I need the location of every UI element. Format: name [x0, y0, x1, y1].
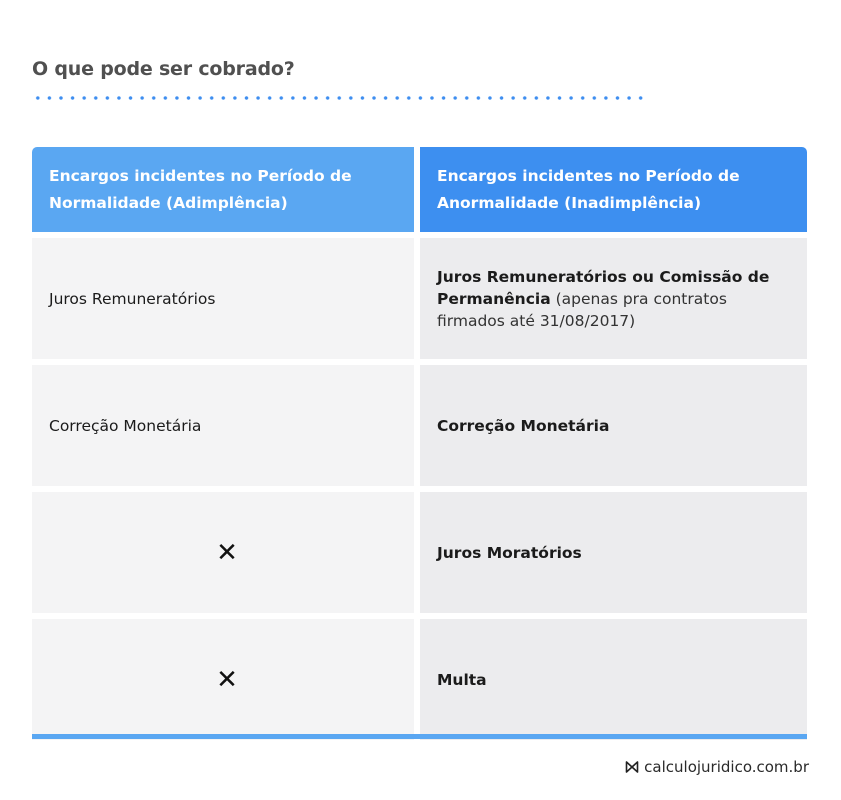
table-row [32, 492, 807, 613]
brand-footer [625, 758, 809, 776]
header-normal-period: Encargos incidentes no Período de Normalidade (Adimplência) [32, 147, 414, 232]
charges-table [32, 147, 807, 746]
cell-abnormal-main: Juros Moratórios [437, 543, 582, 562]
table-row [32, 619, 807, 740]
cell-normal: Juros Remuneratórios [32, 238, 414, 359]
cell-normal [32, 619, 414, 740]
cell-abnormal-main: Correção Monetária [437, 416, 610, 435]
cell-normal: Correção Monetária [32, 365, 414, 486]
table-bottom-bar [32, 734, 807, 739]
cell-abnormal-main: Multa [437, 670, 487, 689]
header-abnormal-period: Encargos incidentes no Período de Anormalidade (Inadimplência) [420, 147, 807, 232]
cross-icon: ✕ [216, 664, 238, 695]
cell-abnormal [420, 619, 807, 740]
page-title: O que pode ser cobrado? [32, 58, 295, 80]
cell-normal [32, 492, 414, 613]
table-row [32, 238, 807, 359]
cell-abnormal-note: (apenas pra contratos firmados até 31/08/2017) [437, 289, 727, 330]
cell-abnormal [420, 238, 807, 359]
table-row [32, 365, 807, 486]
cell-abnormal [420, 365, 807, 486]
brand-url: calculojuridico.com.br [644, 758, 809, 776]
table-header-row [32, 147, 807, 232]
dotted-divider [32, 96, 648, 100]
cross-icon: ✕ [216, 537, 238, 568]
cell-abnormal-main: Juros Remuneratórios ou Comissão de Permanência [437, 267, 770, 308]
calculojuridico-logo-icon [625, 760, 639, 774]
cell-abnormal [420, 492, 807, 613]
